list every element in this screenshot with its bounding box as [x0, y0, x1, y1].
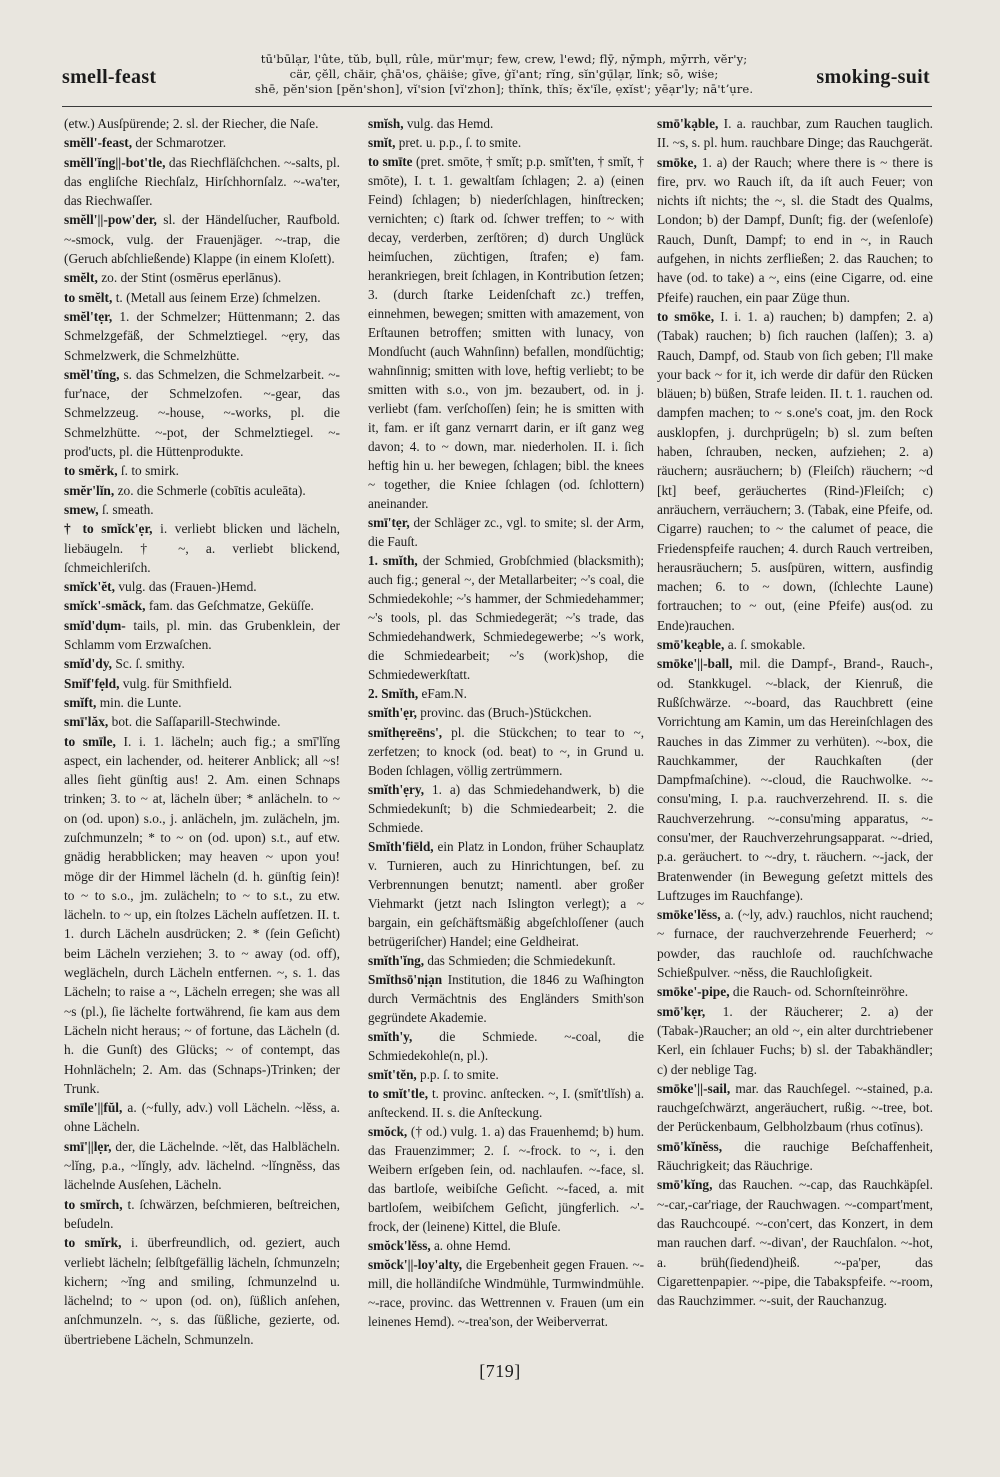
headword: smĭt'tĕn,: [368, 1066, 417, 1082]
dictionary-entry: [64, 500, 340, 519]
column-3: [657, 114, 933, 1354]
definition-text: a. (~ly, adv.) rauchlos, nicht rauchend; ~ furnace, der rauchverzehrende Feuerherd; ~ powder, das rauchloſe od. rauchſchwache Schießpulver. ~nĕss, die Rauchloſigkeit.: [657, 907, 933, 981]
definition-text: a. ſ. smokable.: [727, 637, 806, 653]
definition-text: ſ. to smirk.: [120, 463, 179, 479]
headword: smōke,: [657, 154, 697, 170]
headword: smĭth'ẹry,: [368, 781, 425, 797]
headword: smŏck,: [368, 1123, 408, 1139]
header-rule: [62, 106, 932, 107]
headword: to smĭrch,: [64, 1196, 123, 1212]
headword: smĭth'ẹr,: [368, 705, 417, 721]
definition-text: Sc. ſ. smithy.: [115, 656, 185, 672]
definition-text: 1. der Schmelzer; Hüttenmann; 2. das Schmelzgefäß, der Schmelztiegel. ~ẹry, das Schmelzwerk, die Schmelzhütte.: [64, 308, 340, 363]
headword: smĭthẹreēns',: [368, 724, 443, 740]
running-head-right: smoking-suit: [816, 66, 930, 88]
headword: to smĕrk,: [64, 463, 118, 479]
headword: smĕll'||-pow'der,: [64, 212, 157, 228]
dictionary-entry: [64, 1137, 340, 1195]
headword: smĕll'-feast,: [64, 135, 133, 151]
dictionary-entry: [657, 1079, 933, 1137]
headword: smĕl'tĭng,: [64, 366, 120, 382]
headword: smew,: [64, 501, 99, 517]
definition-text: eFam.N.: [421, 686, 467, 702]
definition-text: fam. das Geſchmatze, Geküſſe.: [148, 598, 314, 614]
dictionary-entry: [657, 1002, 933, 1079]
definition-text: ein Platz in London, früher Schauplatz v. Turnieren, auch zu Hinrichtungen, beſ. zu Verbrennungen benutzt; namentl. aber großer Viehmarkt (jetzt nach Islington verlegt); a ~ bargain, ein geſchäftsmäßig abgeſchloſſener (auch betrügeriſcher) Handel; eine Geldheirat.: [368, 838, 644, 949]
dictionary-entry: [64, 288, 340, 307]
definition-text: der Schmied, Grobſchmied (blacksmith); auch fig.; general ~, der Metallarbeiter; ~'s coal, die Schmiedekohle; ~'s hammer, der Schmiedehammer; ~'s tools, pl. das Schmiedegerät; ~'s trade, das Schmiedehandwerk, Schmiedegewerbe; ~'s work, die Schmiedearbeit; ~'s (work)shop, die Schmiedewerkſtatt.: [368, 553, 644, 683]
headword: smĭck'-smăck,: [64, 598, 146, 614]
headword: smĭsh,: [368, 116, 404, 131]
headword: † to smĭck'ẹr,: [64, 521, 153, 537]
headword: smĕlt,: [64, 270, 98, 286]
headword: smō'kẹr,: [657, 1003, 706, 1019]
dictionary-entry: [64, 114, 340, 133]
definition-text: 1. a) das Schmiedehandwerk, b) die Schmiedekunſt; b) die Schmiedearbeit; 2. die Schmiede.: [368, 781, 644, 835]
headword: smĕl'tẹr,: [64, 308, 113, 324]
dictionary-entry: [64, 712, 340, 731]
dictionary-entry: [657, 1175, 933, 1310]
dictionary-entry: [368, 152, 644, 513]
headword: smōke'||-sail,: [657, 1080, 731, 1096]
dictionary-entry: [368, 837, 644, 951]
dictionary-entry: [64, 616, 340, 655]
dictionary-entry: [64, 693, 340, 712]
headword: to smĭrk,: [64, 1235, 122, 1251]
dictionary-entry: [657, 307, 933, 635]
headword: smī'tẹr,: [368, 515, 410, 531]
dictionary-entry: [368, 970, 644, 1027]
dictionary-entry: [64, 577, 340, 596]
definition-text: der, die Lächelnde. ~lĕt, das Halblächeln. ~lĭng, p.a., ~lĭngly, adv. lächelnd. ~lĭngnĕss, das lächelnde Ausſehen, Lächeln.: [64, 1138, 340, 1193]
definition-text: min. die Lunte.: [99, 694, 182, 710]
dictionary-entry: [64, 519, 340, 577]
headword: Smĭf'fẹld,: [64, 675, 120, 691]
definition-text: vulg. das Hemd.: [406, 116, 494, 131]
definition-text: ſ. smeath.: [101, 501, 154, 517]
running-head-left: smell-feast: [62, 66, 157, 88]
dictionary-entry: [64, 133, 340, 152]
definition-text: I. a. rauchbar, zum Rauchen tauglich. II. ~s, s. pl. hum. rauchbare Dinge; das Rauchgerät.: [657, 116, 933, 151]
definition-text: tails, pl. min. das Grubenklein, der Schlamm vom Erzwaſchen.: [64, 617, 340, 653]
definition-text: t. (Metall aus ſeinem Erze) ſchmelzen.: [115, 289, 321, 305]
definition-text: der Schmarotzer.: [135, 135, 227, 151]
headword: to smīte: [368, 154, 413, 170]
headword: to smĭt'tle,: [368, 1085, 428, 1101]
dictionary-entry: [657, 153, 933, 307]
dictionary-entry: [64, 732, 340, 1099]
definition-text: (pret. smōte, † smĭt; p.p. smĭt'ten, † smĭt, † smōte), I. t. 1. gewaltſam ſchlagen; 2. a) (einen Feind) ſchlagen; b) niederſchlagen, hinſtrecken; vernichten; c) ſtark od. ſchwer treffen; to ~ with decay, verderben, zerſtören; d) durch Unglück heimſuchen, züchtigen, ſtrafen; e) fam. herankriegen, breit ſchlagen, in Kontribution ſetzen; 3. (durch ſtarke Leidenſchaft zc.) treffen, einnehmen, bewegen; smitten with amazement, von Erſtaunen betroffen; smitten with lunacy, von Mondſucht (auch Wahnſinn) befallen, mondſüchtig; wahnſinnig; smitten with love, heftig verliebt; to be smitten with s.o., von jm. bezaubert, od. in j. verliebt (fam. verſchoſſen) ſein; he is smitten with it, fam. er iſt ganz vernarrt darin, er iſt ganz weg davon; 4. to ~ down, mar. niederholen. II. i. ſich heftig hin u. her bewegen, ſchlagen; bibl. the knees ~ together, die Kniee ſchlagen (od. ſchlottern) aneinander.: [368, 154, 644, 512]
dictionary-entry: [368, 1084, 644, 1122]
headword: to smīle,: [64, 733, 116, 749]
headword: smĭd'dy,: [64, 656, 113, 672]
dictionary-entry: [657, 1137, 933, 1176]
headword: smŏck'lĕss,: [368, 1237, 431, 1253]
headword: smōke'||-ball,: [657, 656, 733, 672]
dictionary-entry: [64, 461, 340, 480]
headword: smō'kạble,: [657, 116, 719, 131]
column-1: [64, 114, 340, 1354]
page-number: [719]: [479, 1361, 521, 1381]
dictionary-entry: [368, 951, 644, 970]
definition-text: zo. die Schmerle (cobītis aculeāta).: [117, 482, 306, 498]
definition-text: i. verliebt blicken und lächeln, liebäugeln. † ~, a. verliebt blickend, ſchmeichleriſch.: [64, 521, 340, 575]
pronunciation-guide-line: cär, çĕll, chăir, çhā'os, çhäiṡe; gīve, ġĭ'ant; rĭng, sĭn'gụ̄lạr, lĭnk; sō, wiṡe;: [289, 67, 719, 81]
dictionary-entry: [64, 365, 340, 461]
column-2: [368, 114, 644, 1354]
headword: smī'||lẹr,: [64, 1138, 112, 1154]
headword: smīle'||fŭl,: [64, 1100, 123, 1116]
definition-text: sl. der Händelſucher, Raufbold. ~-smock, vulg. der Frauenjäger. ~-trap, die (Geruch abſchließende) Klappe (in einem Kloſett).: [64, 212, 340, 267]
definition-text: provinc. das (Bruch-)Stückchen.: [420, 705, 592, 721]
dictionary-entry: [368, 1236, 644, 1255]
definition-text: I. i. 1. lächeln; auch fig.; a smī'lĭng aspect, ein lachender, od. heiterer Anblick; all ~s! alles ſieht günſtig aus! 2. Am. einen Schnaps trinken; 3. to ~ at, lächeln über; * anlächeln. to ~ on (od. upon) s.o., j. anlächeln, jm. zulächeln, jm. zuſchmunzeln; * to ~ on (od. upon) s.t., auf etw. gnädig herabblicken; may heaven ~ upon you! möge dir der Himmel lächeln (d. h. günſtig ſein)! to ~ to s.o., jm. zulächeln; to ~ to s.t., zu etw. lächeln. to ~ up, ein ſtolzes Lächeln aufſetzen. II. t. 1. durch Lächeln ausdrücken; 2. * (ſein Geſicht) beim Lächeln verziehen; 3. to ~ away (od. off), weglächeln, durch Lächeln entfernen. ~, s. 1. das Lächeln; to raise a ~, Lächeln erregen; she was all ~s (pl.), ſie lächelte fortwährend, ſie kam aus dem Lächeln nicht heraus; ~ of fortune, das Lächeln (d. h. die Gunſt) des Glücks; ~ of contempt, das Hohnlächeln; 2. Am. das (Schnaps-)Trinken; der Trunk.: [64, 733, 340, 1096]
definition-text: das Rauchen. ~-cap, das Rauchkäpſel. ~-car,-car'riage, der Rauchwagen. ~-compart'ment, das Rauchcoupé. ~-con'cert, das Konzert, in dem man rauchen darf. ~-divan', der Rauchſalon. ~-hot, a. brüh(ſiedend)heiß. ~-pa'per, das Cigarettenpapier. ~-pipe, die Tabakspfeife. ~-room, das Rauchzimmer. ~-suit, der Rauchanzug.: [657, 1177, 933, 1309]
definition-text: die Rauch- od. Schornſteinröhre.: [732, 984, 909, 1000]
dictionary-entry: [368, 703, 644, 722]
definition-text: mil. die Dampf-, Brand-, Rauch-, od. Stankkugel. ~-black, der Kienruß, die Rußſchwärze. ~-board, das Rauchbrett (eine Vorrichtung am Kamin, um das Hereinſchlagen des Rauches in das Zimmer zu verhüten). ~-box, die Rauchkammer, der Rauchkaſten (der Dampfmaſchine). ~-cloud, die Rauchwolke. ~-consu'ming, I. p.a. rauchverzehrend. II. s. die Rauchverzehrung. ~-consu'ming apparatus, ~-consu'mer, der Rauchverzehrungsapparat. ~-dried, p.a. geräuchert. to ~-dry, t. räuchern. ~-jack, der Bratenwender (in Bewegung geſetzt mittels des Luftzuges im Rauchfange).: [657, 656, 933, 903]
dictionary-entry: [64, 654, 340, 673]
dictionary-entry: [368, 114, 644, 133]
definition-text: Institution, die 1846 zu Waſhington durch Vermächtnis des Engländers Smith'son gegründete Akademie.: [368, 971, 644, 1025]
dictionary-entry: [368, 1065, 644, 1084]
dictionary-entry: [64, 596, 340, 615]
dictionary-entry: [64, 268, 340, 287]
pronunciation-guide: [70, 52, 938, 97]
dictionary-entry: [64, 1098, 340, 1137]
definition-text: der Schläger zc., vgl. to smite; sl. der Arm, die Fauſt.: [368, 515, 644, 550]
dictionary-entry: [657, 905, 933, 982]
headword: smĕll'ĭng||-bot'tle,: [64, 154, 166, 170]
headword: smĭt,: [368, 135, 396, 151]
dictionary-entry: [368, 513, 644, 551]
definition-text: vulg. das (Frauen-)Hemd.: [118, 579, 257, 595]
headword: smĭth'ĭng,: [368, 952, 425, 968]
headword: Smĭthsō'nịạn: [368, 971, 443, 987]
definition-text: i. überfreundlich, od. geziert, auch verliebt lächeln; ſelbſtgefällig lächeln, ſchmunzeln; kichern; ~ĭng and smiling, ſchmunzelnd u. lächelnd; to ~ upon (od. on), ſüßlich anſehen, anſchmunzeln. ~, s. das ſüßliche, gezierte, od. übertriebene Lächeln, Schmunzeln.: [64, 1235, 340, 1347]
headword: smĕr'lĭn,: [64, 482, 115, 498]
dictionary-entry: [368, 1255, 644, 1331]
dictionary-entry: [657, 635, 933, 654]
pronunciation-guide-line: shē, pĕn'sion [pĕn'shon], vĭ'sion [vĭ'zhon]; thĭnk, thĭs; ĕx'ĭle, ẹxĭst'; yēạr'ly; nā'tʼụre.: [254, 82, 754, 96]
definition-text: bot. die Saſſaparill-Stechwinde.: [111, 714, 281, 730]
dictionary-entry: [64, 674, 340, 693]
definition-text: die Ergebenheit gegen Frauen. ~-mill, die holländiſche Windmühle, Turmwindmühle. ~-race, provinc. das Wettrennen v. Frauen (um ein leinenes Hemd). ~-trea'son, der Weiberverrat.: [368, 1256, 644, 1329]
dictionary-entry: [368, 1027, 644, 1065]
headword: smĭth'y,: [368, 1028, 413, 1044]
definition-text: (etw.) Ausſpürende; 2. sl. der Riecher, die Naſe.: [64, 116, 319, 131]
definition-text: pl. die Stückchen; to tear to ~, zerfetzen; to knock (od. beat) to ~, in Grund u. Boden ſchlagen, völlig zertrümmern.: [368, 724, 644, 778]
definition-text: das Riechfläſchchen. ~-salts, pl. das engliſche Riechſalz, Hirſchhornſalz. ~-wa'ter, das Riechwaſſer.: [64, 154, 340, 209]
headword: smō'kĭng,: [657, 1177, 713, 1193]
dictionary-entry: [64, 1195, 340, 1234]
definition-text: die rauchige Beſchaffenheit, Räuchrigkeit; das Räuchrige.: [657, 1138, 933, 1174]
definition-text: zo. der Stint (osmērus eperlānus).: [101, 270, 282, 286]
dictionary-entry: [368, 133, 644, 152]
headword: smī'lăx,: [64, 714, 109, 730]
pronunciation-guide-line: tū'būlạr, l'ûte, tŭb, bụll, rûle, mür'mụr; few, crew, l'ewd; flȳ, nȳmph, mȳrrh, vĕr'y;: [260, 52, 748, 66]
headword: smĭft,: [64, 694, 97, 710]
definition-text: s. das Schmelzen, die Schmelzarbeit. ~-fur'nace, der Schmelzofen. ~-gear, das Schmelzzeug. ~-house, ~-works, pl. die Schmelzhütte. ~-pot, der Schmelztiegel. ~-prod'ucts, pl. die Hüttenprodukte.: [64, 366, 340, 460]
headword: to smōke,: [657, 308, 715, 324]
dictionary-entry: [64, 210, 340, 268]
dictionary-entry: [64, 481, 340, 500]
definition-text: a. ohne Hemd.: [433, 1237, 511, 1253]
definition-text: 1. der Räucherer; 2. a) der (Tabak-)Raucher; an old ~, ein alter durchtriebener Kerl, ein ſchlauer Fuchs; b) sl. der Tabakhändler; c) der neblige Tag.: [657, 1003, 933, 1077]
definition-text: pret. u. p.p., ſ. to smite.: [398, 135, 522, 151]
dictionary-entry: [657, 654, 933, 905]
headword: smĭd'dụm-: [64, 617, 126, 633]
dictionary-entry: [368, 551, 644, 684]
dictionary-entry: [368, 1122, 644, 1236]
dictionary-entry: [368, 723, 644, 780]
dictionary-entry: [368, 780, 644, 837]
headword: Smĭth'fiēld,: [368, 838, 434, 854]
definition-text: vulg. für Smithfield.: [122, 675, 233, 691]
dictionary-entry: [657, 982, 933, 1001]
headword: to smĕlt,: [64, 289, 113, 305]
definition-text: p.p. ſ. to smite.: [420, 1066, 499, 1082]
definition-text: t. provinc. anſtecken. ~, I. (smĭt'tlĭsh) a. anſteckend. II. s. die Anſteckung.: [368, 1085, 644, 1120]
headword: smōke'-pipe,: [657, 984, 730, 1000]
headword: smŏck'||-loy'alty,: [368, 1256, 463, 1272]
definition-text: I. i. 1. a) rauchen; b) dampfen; 2. a) (Tabak) rauchen; b) ſich rauchen (laſſen); 3. a) Rauch, Dampf, od. Staub von ſich geben; I'll make your back ~ for it, ich werde dir dafür den Rücken bläuen; b) büßen, Strafe leiden. II. t. 1. rauchen od. dampfen machen; to ~ s.one's coat, jm. den Rock ausklopfen, j. durchprügeln; b) sl. zum beſten haben, ſchrauben, necken, aufziehen; 2. a) räuchern; ausräuchern; b) (Fleiſch) räuchern; ~d [kt] beef, geräuchertes (Rind-)Fleiſch; c) anräuchern, verräuchern; 3. (Tabak, eine Pfeife, od. Cigarre) rauchen; to ~ the calumet of peace, die Friedenspfeife rauchen; 4. durch Rauch vertreiben, herausräuchern; 5. ausſpüren, wittern, ausfindig machen; 6. to ~ down, (ſchlechte Laune) fortrauchen; to ~ out, (eine Pfeife) aus(od. zu Ende)rauchen.: [657, 308, 933, 633]
headword: smō'keạble,: [657, 637, 725, 653]
dictionary-entry: [64, 1233, 340, 1349]
definition-text: das Schmieden; die Schmiedekunſt.: [427, 952, 616, 968]
headword: 1. smĭth,: [368, 553, 418, 569]
dictionary-entry: [64, 153, 340, 211]
dictionary-entry: [368, 684, 644, 703]
definition-text: († od.) vulg. 1. a) das Frauenhemd; b) hum. das Frauenzimmer; 2. ſ. ~-frock. to ~, i. den Weibern erſgeben ſein, od. nachlaufen. ~-face, sl. das bartloſe, weibiſche Geſicht. ~-faced, a. mit bartloſem, weibiſchem Geſicht, jüngferlich. ~'-frock, der (leinene) Kittel, die Bluſe.: [368, 1123, 644, 1234]
headword: smō'kĭnĕss,: [657, 1138, 723, 1154]
headword: smōke'lĕss,: [657, 907, 721, 923]
definition-text: t. ſchwärzen, beſchmieren, beſtreichen, beſudeln.: [64, 1196, 340, 1231]
definition-text: mar. das Rauchſegel. ~-stained, p.a. rauchgeſchwärzt, angeräuchert, rußig. ~-tree, bot. der Perückenbaum, Gelbholzbaum (rhus cotīnus).: [657, 1080, 933, 1135]
definition-text: a. (~fully, adv.) voll Lächeln. ~lĕss, a. ohne Lächeln.: [64, 1100, 340, 1135]
headword: smĭck'ĕt,: [64, 579, 115, 595]
headword: 2. Smĭth,: [368, 686, 419, 702]
dictionary-entry: [64, 307, 340, 365]
dictionary-entry: [657, 114, 933, 153]
definition-text: 1. a) der Rauch; where there is ~ there is fire, prv. wo Rauch iſt, da iſt auch Feuer; von nichts iſt nichts; the ~, sl. die Stadt des Qualms, London; b) der Dampf, Dunſt; fig. der (weſenloſe) Rauch, Dunſt, Dampf; to end in ~, in Rauch aufgehen, in nichts zerfließen; 2. das Rauchen; to have (od. to take) a ~, eins (eine Cigarre, od. eine Pfeife) rauchen, ein paar Züge thun.: [657, 154, 933, 305]
definition-text: die Schmiede. ~-coal, die Schmiedekohle(n, pl.).: [368, 1028, 644, 1063]
